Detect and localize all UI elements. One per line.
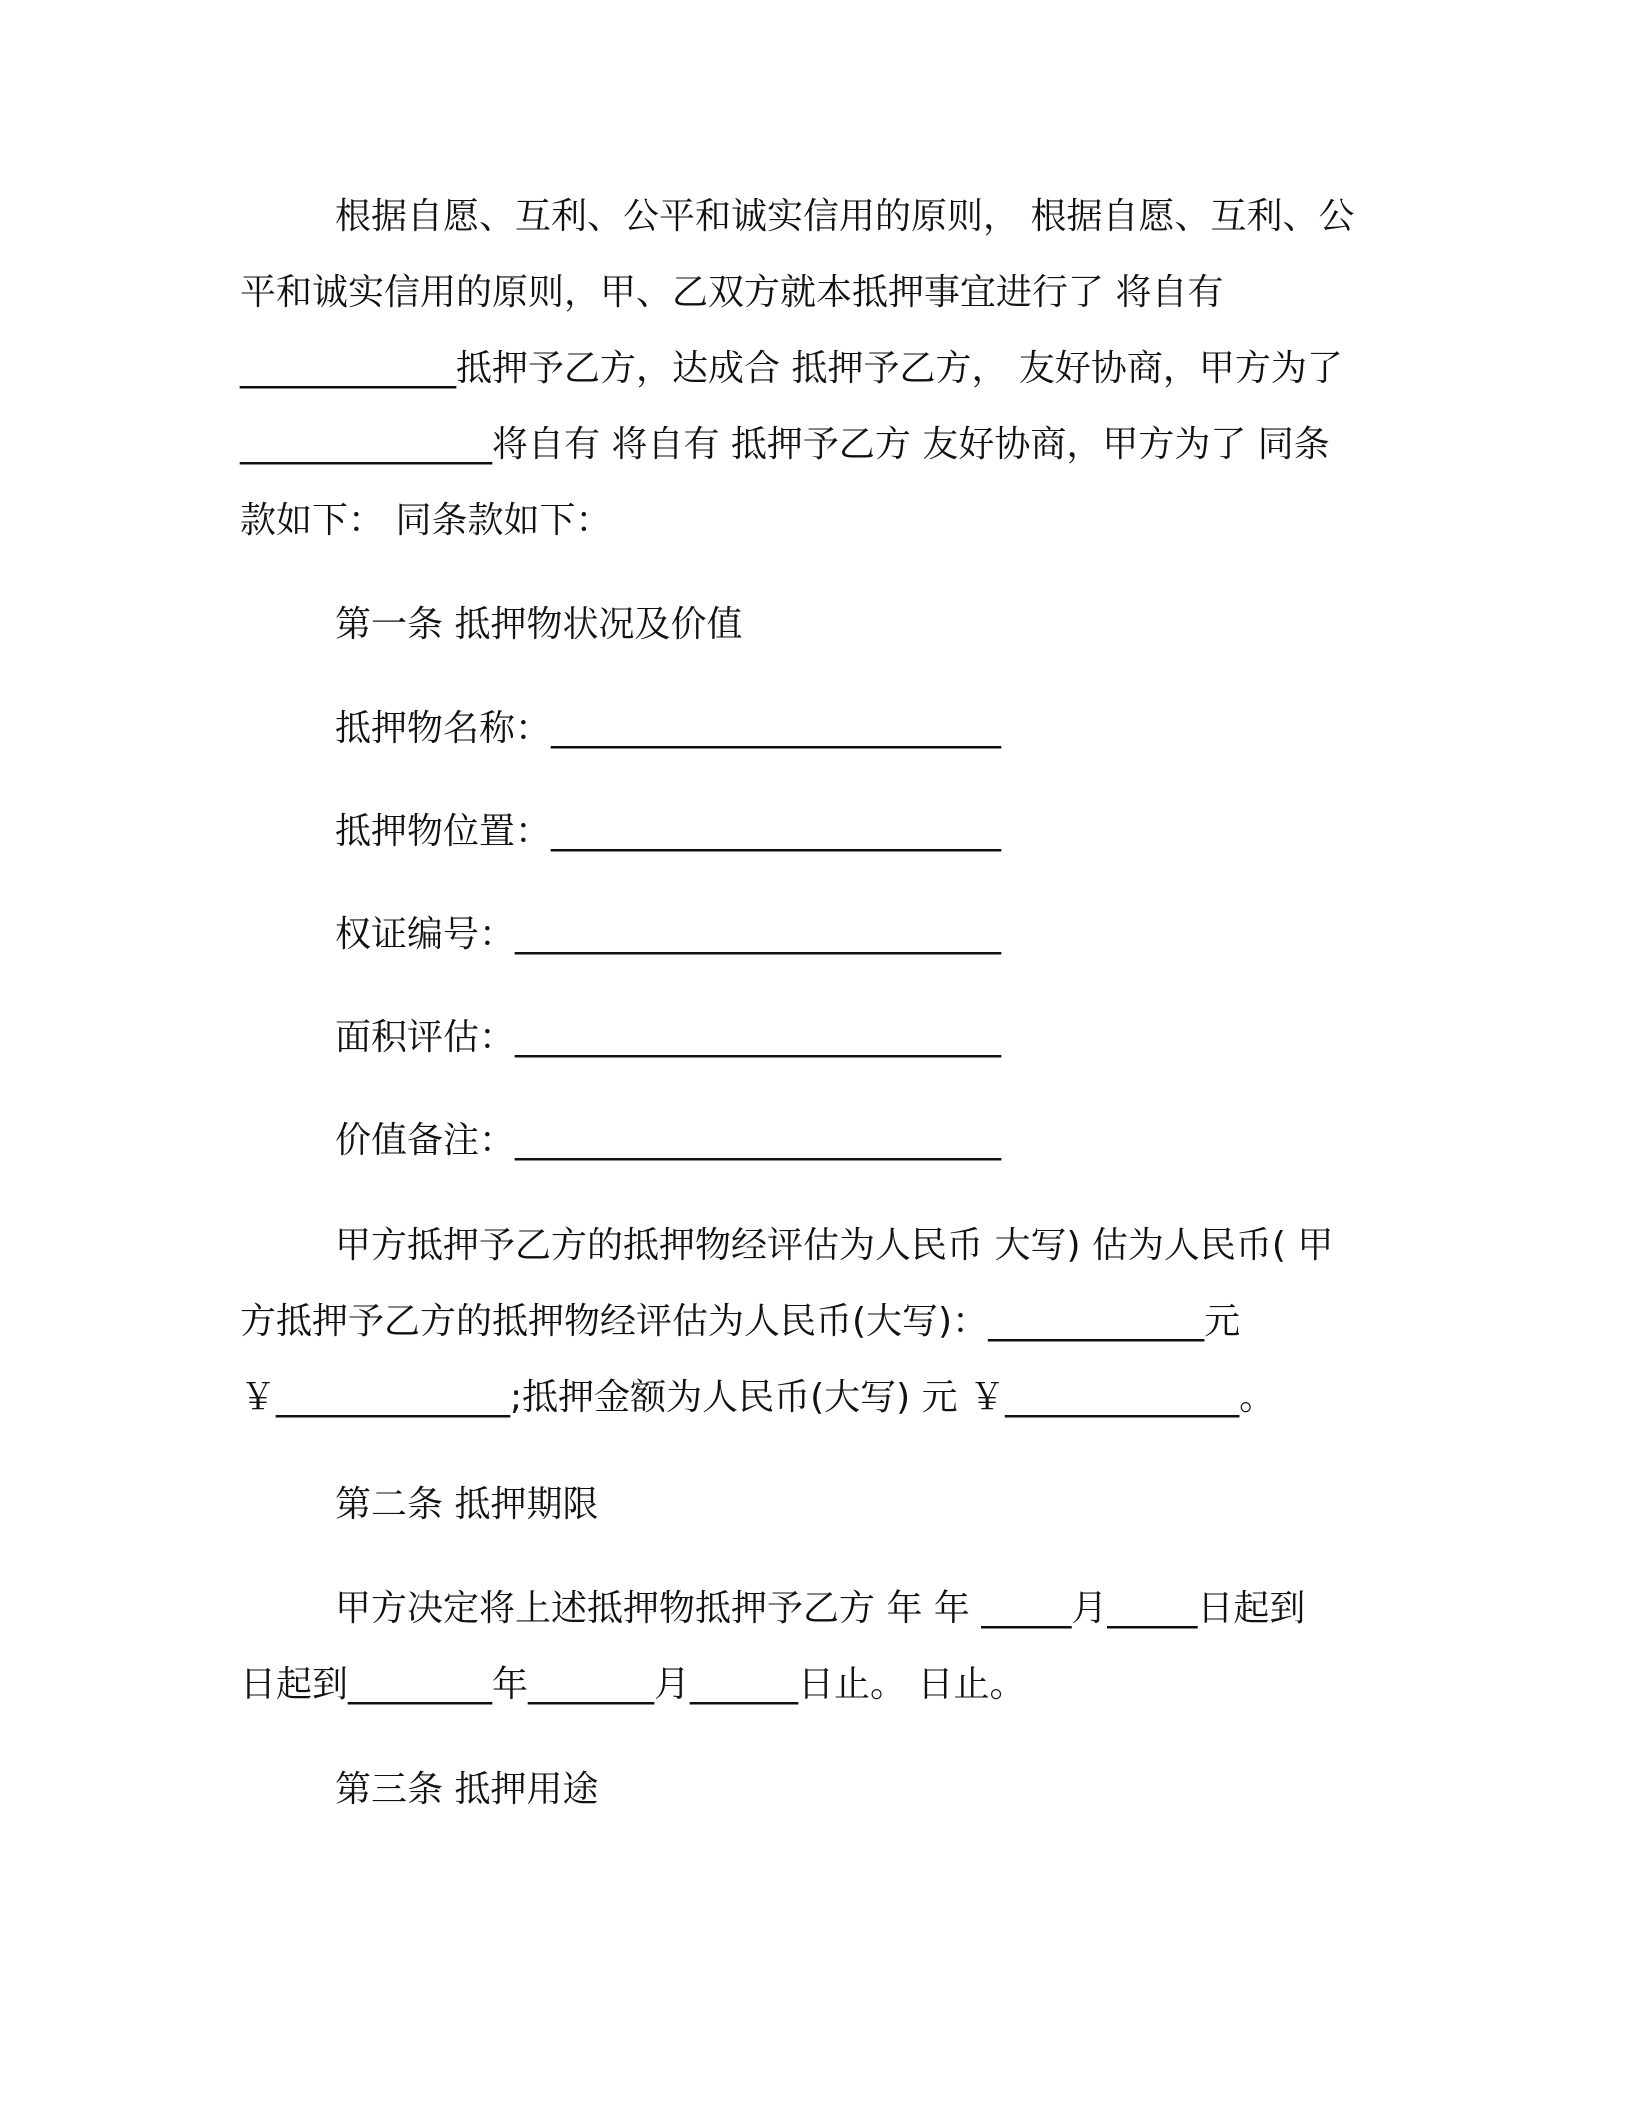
field-collateral-location: 抵押物位置：_________________________ xyxy=(335,811,1002,852)
paragraph-intro-line-5: 款如下： 同条款如下： xyxy=(240,500,612,541)
term-paragraph-line-2: 日起到________年_______月______日止。 日止。 xyxy=(240,1664,1026,1705)
article-3-heading: 第三条 抵押用途 xyxy=(335,1769,599,1810)
value-paragraph-line-2: 方抵押予乙方的抵押物经评估为人民币(大写)：____________元 xyxy=(240,1301,1241,1342)
term-paragraph-line-1: 甲方决定将上述抵押物抵押予乙方 年 年 _____月_____日起到 xyxy=(335,1588,1306,1629)
value-paragraph-line-1: 甲方抵押予乙方的抵押物经评估为人民币 大写) 估为人民币( 甲 xyxy=(335,1225,1334,1266)
article-1-heading: 第一条 抵押物状况及价值 xyxy=(335,604,743,645)
paragraph-intro-line-2: 平和诚实信用的原则，甲、乙双方就本抵押事宜进行了 将自有 xyxy=(240,272,1224,313)
value-paragraph-line-3: ￥_____________;抵押金额为人民币(大写) 元 ￥_____________。 xyxy=(240,1377,1276,1418)
field-collateral-name: 抵押物名称：_________________________ xyxy=(335,708,1002,749)
field-area-assessment: 面积评估：___________________________ xyxy=(335,1017,1002,1058)
field-value-remarks: 价值备注：___________________________ xyxy=(335,1120,1002,1161)
field-certificate-number: 权证编号：___________________________ xyxy=(335,914,1002,955)
paragraph-intro-line-1: 根据自愿、互利、公平和诚实信用的原则， 根据自愿、互利、公 xyxy=(335,196,1355,237)
article-2-heading: 第二条 抵押期限 xyxy=(335,1484,599,1525)
paragraph-intro-line-4: ______________将自有 将自有 抵押予乙方 友好协商，甲方为了 同条 xyxy=(240,424,1330,465)
paragraph-intro-line-3: ____________抵押予乙方，达成合 抵押予乙方， 友好协商，甲方为了 xyxy=(240,348,1343,389)
